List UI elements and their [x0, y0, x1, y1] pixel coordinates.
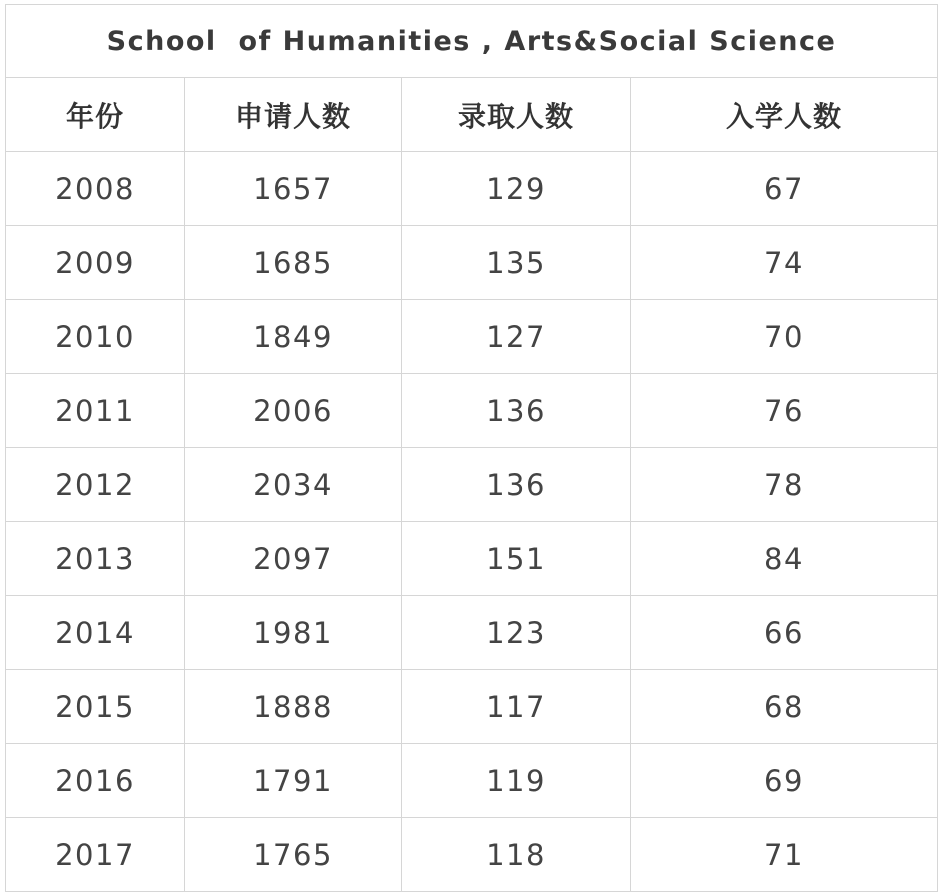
cell-applicants: 2034 — [185, 448, 402, 522]
table-row — [6, 152, 938, 226]
cell-admitted: 118 — [402, 818, 631, 892]
cell-admitted: 151 — [402, 522, 631, 596]
table-title-row — [6, 5, 938, 78]
cell-enrolled: 71 — [631, 818, 938, 892]
column-header-year: 年份 — [6, 78, 185, 152]
cell-enrolled: 68 — [631, 670, 938, 744]
table-row — [6, 448, 938, 522]
cell-applicants: 2006 — [185, 374, 402, 448]
table-row — [6, 670, 938, 744]
cell-admitted: 135 — [402, 226, 631, 300]
table-row — [6, 226, 938, 300]
cell-year: 2013 — [6, 522, 185, 596]
cell-admitted: 123 — [402, 596, 631, 670]
cell-enrolled: 74 — [631, 226, 938, 300]
table-row — [6, 818, 938, 892]
admissions-table — [5, 4, 938, 892]
table-row — [6, 596, 938, 670]
cell-applicants: 1685 — [185, 226, 402, 300]
cell-enrolled: 84 — [631, 522, 938, 596]
column-header-applicants: 申请人数 — [185, 78, 402, 152]
cell-year: 2014 — [6, 596, 185, 670]
cell-applicants: 1849 — [185, 300, 402, 374]
column-header-admitted: 录取人数 — [402, 78, 631, 152]
table-title: School of Humanities , Arts&Social Science — [6, 5, 938, 78]
cell-year: 2010 — [6, 300, 185, 374]
cell-enrolled: 76 — [631, 374, 938, 448]
table-header-row — [6, 78, 938, 152]
cell-applicants: 1791 — [185, 744, 402, 818]
column-header-enrolled: 入学人数 — [631, 78, 938, 152]
cell-enrolled: 67 — [631, 152, 938, 226]
cell-enrolled: 69 — [631, 744, 938, 818]
cell-admitted: 127 — [402, 300, 631, 374]
cell-year: 2012 — [6, 448, 185, 522]
cell-applicants: 1981 — [185, 596, 402, 670]
cell-admitted: 136 — [402, 448, 631, 522]
cell-applicants: 1765 — [185, 818, 402, 892]
table-row — [6, 374, 938, 448]
cell-enrolled: 66 — [631, 596, 938, 670]
cell-applicants: 1888 — [185, 670, 402, 744]
cell-applicants: 1657 — [185, 152, 402, 226]
cell-year: 2015 — [6, 670, 185, 744]
cell-applicants: 2097 — [185, 522, 402, 596]
cell-year: 2016 — [6, 744, 185, 818]
table-row — [6, 744, 938, 818]
cell-year: 2017 — [6, 818, 185, 892]
table-row — [6, 300, 938, 374]
cell-admitted: 129 — [402, 152, 631, 226]
cell-year: 2011 — [6, 374, 185, 448]
cell-year: 2008 — [6, 152, 185, 226]
cell-admitted: 117 — [402, 670, 631, 744]
cell-admitted: 136 — [402, 374, 631, 448]
cell-enrolled: 78 — [631, 448, 938, 522]
cell-year: 2009 — [6, 226, 185, 300]
cell-enrolled: 70 — [631, 300, 938, 374]
table-row — [6, 522, 938, 596]
cell-admitted: 119 — [402, 744, 631, 818]
